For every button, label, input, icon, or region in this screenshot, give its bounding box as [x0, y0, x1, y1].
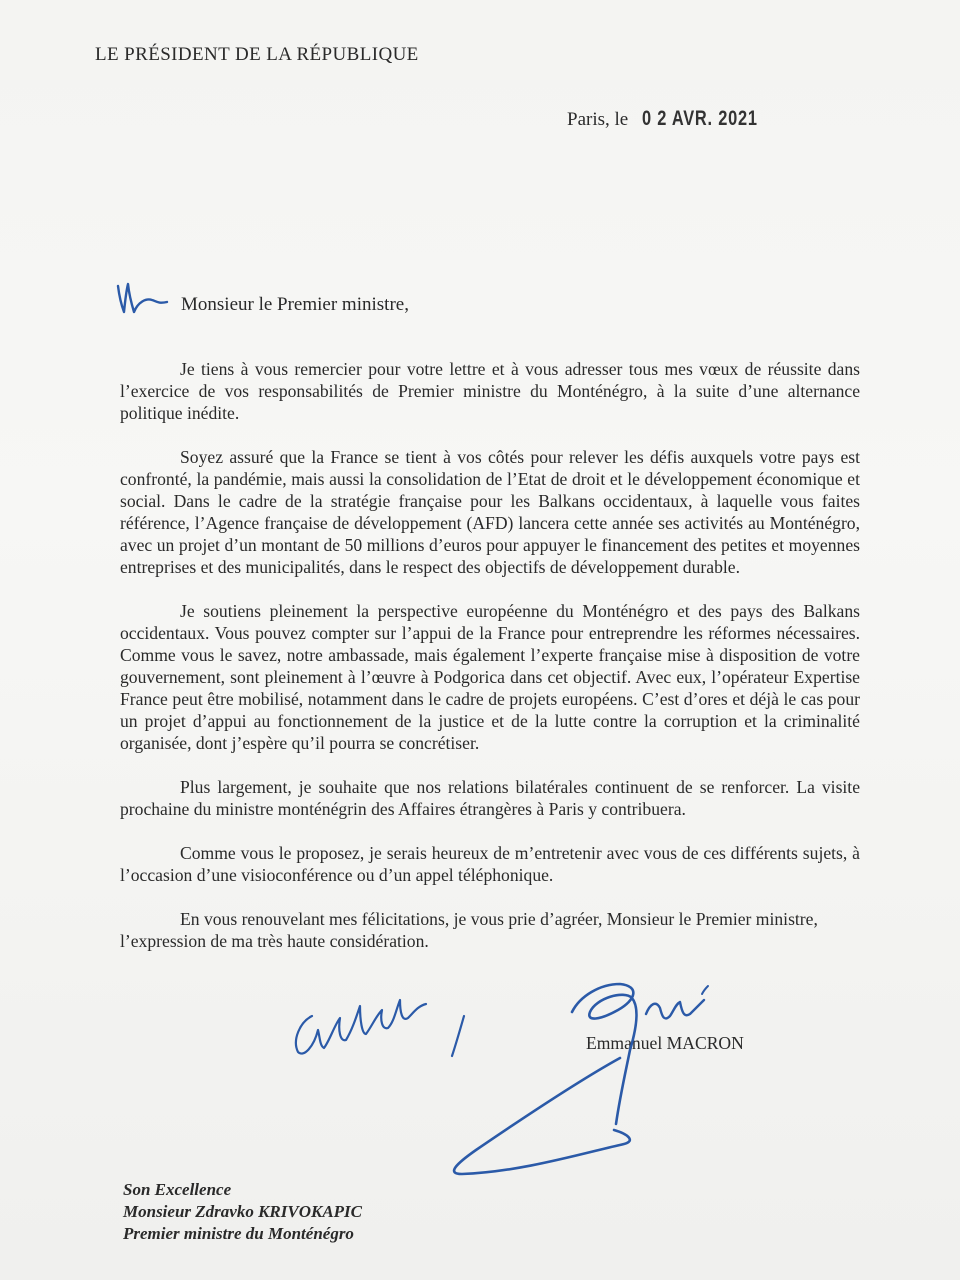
date-prefix: Paris, le	[567, 109, 629, 130]
paragraph: Je soutiens pleinement la perspective européenne du Monténégro et des pays des Balkans occidentaux. Vous pouvez compter sur l’appui de la France pour entreprendre les réformes nécessaires. Comme vous le savez, notre ambassade, mais également l’experte française mise à disposition de votre gouvernement, sont pleinement à l’œuvre à Podgorica dans cet objectif. Avec eux, l’opérateur Expertise France peut être mobilisé, notamment dans le cadre de projets européens. C’est d’ores et déjà le cas pour un projet d’appui au fonctionnement de la justice et de la lutte contre la corruption et la criminalité organisée, dont j’espère qu’il pourra se concrétiser.	[120, 601, 860, 753]
date-line	[567, 107, 791, 131]
signature-stroke	[572, 984, 636, 1124]
letterhead: LE PRÉSIDENT DE LA RÉPUBLIQUE	[95, 44, 419, 65]
recipient-name: Monsieur Zdravko KRIVOKAPIC	[123, 1202, 362, 1221]
paragraph: Plus largement, je souhaite que nos relations bilatérales continuent de se renforcer. La visite prochaine du ministre monténégrin des Affaires étrangères à Paris y contribuera.	[120, 777, 860, 819]
handwritten-closing	[296, 1000, 426, 1054]
recipient-block	[123, 1179, 362, 1245]
letter-body	[120, 358, 860, 974]
salutation: Monsieur le Premier ministre,	[181, 294, 409, 315]
paragraph: Comme vous le proposez, je serais heureux de m’entretenir avec vous de ces différents sujets, à l’occasion d’une visioconférence ou d’un appel téléphonique.	[120, 843, 860, 885]
paragraph: Soyez assuré que la France se tient à vos côtés pour relever les défis auxquels votre pays est confronté, la pandémie, mais aussi la consolidation de l’Etat de droit et le développement économique et social. Dans le cadre de la stratégie française pour les Balkans occidentaux, à laquelle vous faites référence, l’Agence française de développement (AFD) lancera cette année ses activités au Monténégro, avec un projet d’un montant de 50 millions d’euros pour appuyer le financement des petites et moyennes entreprises et des municipalités, dans le respect des objectifs de développement durable.	[120, 447, 860, 577]
paragraph: Je tiens à vous remercier pour votre lettre et à vous adresser tous mes vœux de réussite dans l’exercice de vos responsabilités de Premier ministre du Monténégro, à la suite d’une alternance politique inédite.	[120, 359, 860, 423]
date-stamp: 0 2 AVR. 2021	[642, 107, 758, 130]
signatory-name: Emmanuel MACRON	[586, 1033, 744, 1053]
recipient-role: Premier ministre du Monténégro	[123, 1224, 354, 1243]
paragraph: En vous renouvelant mes félicitations, je vous prie d’agréer, Monsieur le Premier ministre, l’expression de ma très haute considération.	[120, 909, 818, 951]
signature-sweep	[454, 1058, 630, 1174]
recipient-title: Son Excellence	[123, 1180, 232, 1199]
handwritten-initials	[112, 278, 172, 318]
